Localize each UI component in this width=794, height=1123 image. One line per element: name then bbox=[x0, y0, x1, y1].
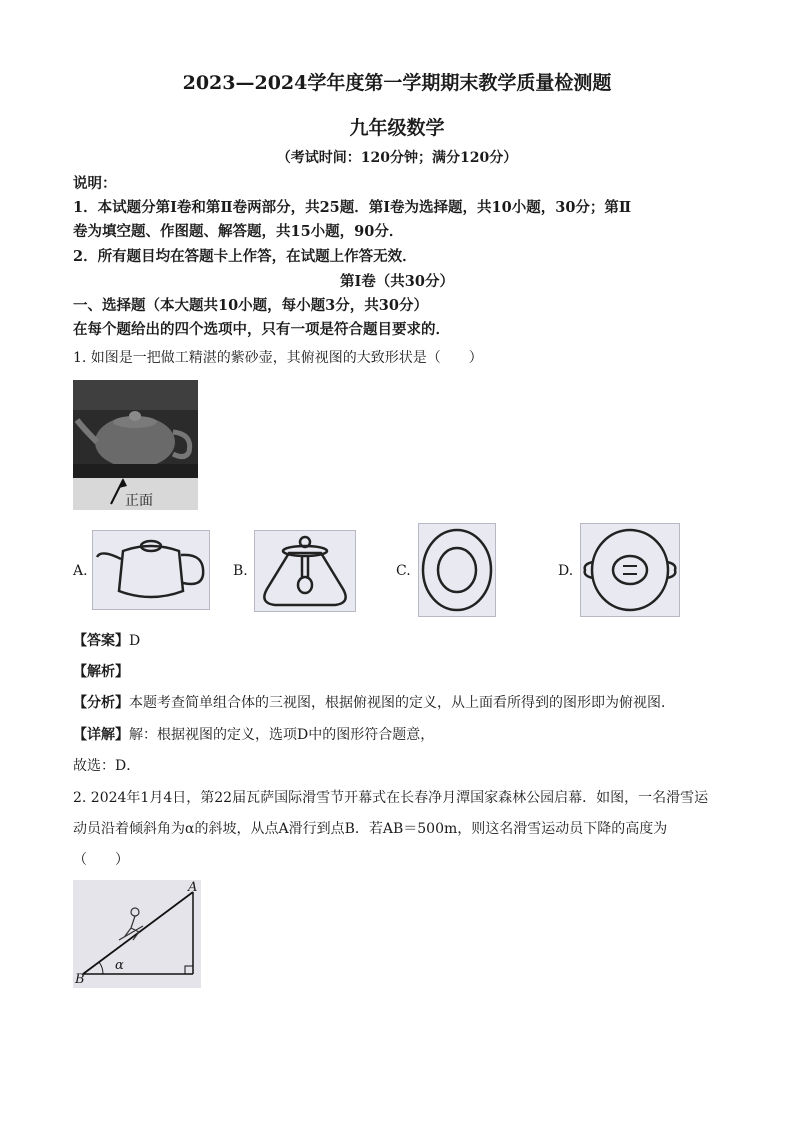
q1-stem: 1. 如图是一把做工精湛的紫砂壶，其俯视图的大致形状是（ ） bbox=[73, 350, 483, 366]
part-title: 第Ⅰ卷（共30分） bbox=[340, 273, 454, 290]
angle-alpha-label: α bbox=[115, 958, 124, 973]
fenxi-label: 【分析】 bbox=[73, 695, 129, 711]
exam-info: （考试时间：120分钟；满分120分） bbox=[276, 150, 518, 166]
slope-figure bbox=[73, 880, 201, 988]
teapot-top-view-icon bbox=[581, 524, 679, 616]
q2-line-2: 动员沿着倾斜角为α的斜坡，从点A滑行到点B．若AB＝500m，则这名滑雪运动员下降的高度为 bbox=[73, 821, 668, 837]
q2-line-1: 2. 2024年1月4日，第22届瓦萨国际滑雪节开幕式在长春净月潭国家森林公园启幕．如图，一名滑雪运 bbox=[73, 790, 709, 806]
xiangjie-line bbox=[73, 724, 434, 744]
exam-subtitle: 九年级数学 bbox=[349, 117, 445, 139]
fenxi-line bbox=[73, 692, 675, 712]
option-c-figure[interactable] bbox=[418, 523, 496, 617]
instructions-line-1: 1．本试题分第Ⅰ卷和第Ⅱ卷两部分，共25题．第Ⅰ卷为选择题，共10小题，30分；第Ⅱ bbox=[73, 199, 632, 216]
conclusion: 故选：D． bbox=[73, 758, 141, 774]
xiangjie-text: 解：根据视图的定义，选项D中的图形符合题意， bbox=[129, 727, 435, 743]
option-d-label: D. bbox=[558, 563, 574, 579]
xiangjie-label: 【详解】 bbox=[73, 727, 129, 743]
option-d-figure[interactable] bbox=[580, 523, 680, 617]
q2-line-3: （ ） bbox=[73, 852, 129, 868]
exam-title: 2023—2024学年度第一学期期末教学质量检测题 bbox=[182, 72, 612, 94]
option-b-figure[interactable] bbox=[254, 530, 356, 612]
photo-caption: 正面 bbox=[125, 493, 153, 509]
instructions-line-3: 2．所有题目均在答题卡上作答，在试题上作答无效． bbox=[73, 248, 417, 265]
analysis-label: 【解析】 bbox=[73, 664, 129, 680]
answer-label: 【答案】 bbox=[73, 633, 129, 649]
option-a-label: A. bbox=[73, 563, 88, 579]
option-a-figure[interactable] bbox=[92, 530, 210, 610]
slope-triangle-graphic bbox=[73, 880, 201, 988]
teapot-front-view-icon bbox=[255, 531, 355, 611]
point-a-label: A bbox=[188, 880, 198, 895]
instructions-heading: 说明： bbox=[73, 175, 117, 192]
fenxi-text: 本题考查简单组合体的三视图，根据俯视图的定义，从上面看所得到的图形即为俯视图． bbox=[129, 695, 675, 711]
instructions-line-2: 卷为填空题、作图题、解答题，共15小题，90分． bbox=[73, 223, 404, 240]
section-note: 在每个题给出的四个选项中，只有一项是符合题目要求的． bbox=[73, 321, 450, 338]
option-c-label: C. bbox=[396, 563, 411, 579]
teapot-side-view-icon bbox=[93, 531, 209, 609]
answer-line bbox=[73, 630, 140, 650]
section-heading: 一、选择题（本大题共10小题，每小题3分，共30分） bbox=[73, 297, 428, 314]
concentric-circles-icon bbox=[419, 524, 495, 616]
teapot-photo bbox=[73, 380, 198, 510]
point-b-label: B bbox=[75, 972, 85, 987]
option-b-label: B. bbox=[233, 563, 248, 579]
answer-value: D bbox=[129, 633, 141, 649]
